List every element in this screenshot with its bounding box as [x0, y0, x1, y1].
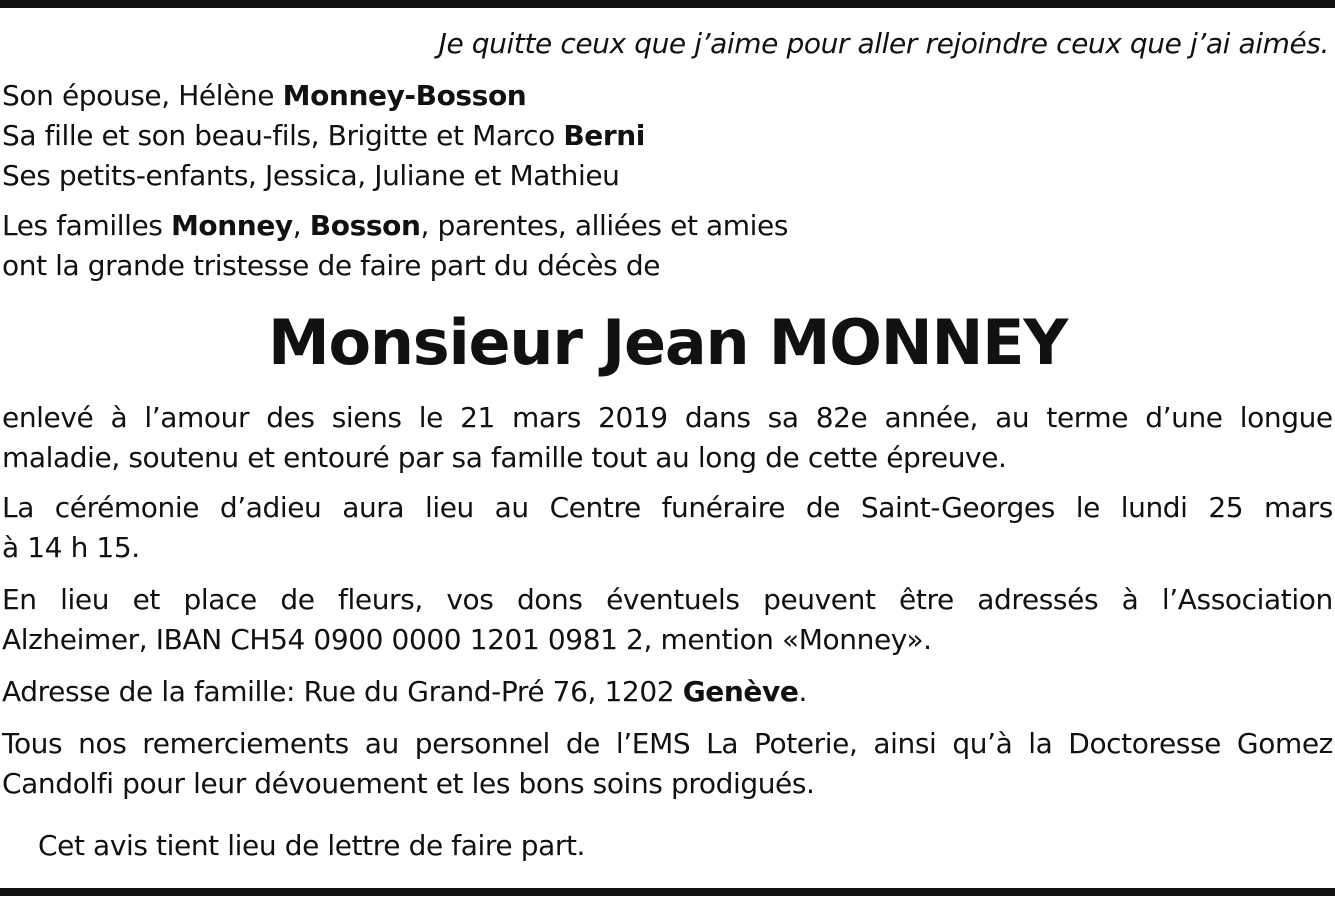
word: lundi — [1120, 491, 1188, 524]
word: année, — [884, 401, 979, 434]
word: Gomez — [1236, 727, 1333, 760]
word: dans — [684, 401, 751, 434]
wife-line — [2, 76, 526, 116]
word: 2019 — [598, 401, 668, 434]
families-prefix: Les familles — [2, 209, 171, 242]
word: nos — [78, 727, 127, 760]
word: siens — [331, 401, 402, 434]
daughter-line — [2, 116, 645, 156]
word: lieu — [60, 583, 110, 616]
word: terme — [1046, 401, 1129, 434]
address-suffix: . — [798, 675, 807, 708]
word: le — [418, 401, 443, 434]
word: personnel — [414, 727, 550, 760]
word: place — [183, 583, 257, 616]
death-line-2: maladie, soutenu et entouré par sa famille tout au long de cette épreuve. — [2, 441, 1007, 474]
word: la — [1028, 727, 1053, 760]
address-prefix: Adresse de la famille: Rue du Grand-Pré 76, 1202 — [2, 675, 683, 708]
address-city: Genève — [682, 675, 799, 708]
families-name-monney: Monney — [170, 209, 293, 242]
word: aura — [342, 491, 405, 524]
thanks-line-2: Candolfi pour leur dévouement et les bons soins prodigués. — [2, 767, 815, 800]
word: longue — [1239, 401, 1333, 434]
daughter-name: Berni — [563, 119, 646, 152]
word: de — [565, 727, 601, 760]
word: au — [364, 727, 399, 760]
word: vos — [446, 583, 494, 616]
word: des — [266, 401, 315, 434]
word: et — [132, 583, 160, 616]
word: à — [1121, 583, 1139, 616]
epigraph: Je quitte ceux que j’aime pour aller rejoindre ceux que j’ai aimés. — [438, 27, 1329, 60]
word: cérémonie — [54, 491, 200, 524]
word: dons — [516, 583, 583, 616]
word: remerciements — [142, 727, 349, 760]
wife-prefix: Son épouse, Hélène — [2, 79, 283, 112]
families-line — [2, 206, 788, 246]
word: La — [706, 727, 739, 760]
word: funéraire — [661, 491, 786, 524]
word: Saint-Georges — [860, 491, 1055, 524]
bottom-rule — [0, 888, 1335, 896]
word: être — [899, 583, 954, 616]
wife-name: Monney-Bosson — [282, 79, 527, 112]
word: qu’à — [952, 727, 1013, 760]
donation-line-2: Alzheimer, IBAN CH54 0900 0000 1201 0981 2, mention «Monney». — [2, 623, 932, 656]
word: l’Association — [1161, 583, 1333, 616]
address-line — [2, 672, 807, 712]
word: 21 — [460, 401, 495, 434]
donation-line-1 — [2, 580, 1333, 620]
word: lieu — [424, 491, 474, 524]
closing-line: Cet avis tient lieu de lettre de faire part. — [38, 829, 586, 862]
word: 25 — [1208, 491, 1244, 524]
word: l’amour — [144, 401, 250, 434]
families-suffix: , parentes, alliées et amies — [420, 209, 789, 242]
word: Centre — [549, 491, 641, 524]
word: éventuels — [606, 583, 740, 616]
word: mars — [1263, 491, 1333, 524]
word: adressés — [977, 583, 1099, 616]
announce-line: ont la grande tristesse de faire part du décès de — [2, 249, 661, 282]
word: l’EMS — [615, 727, 691, 760]
word: La — [2, 491, 34, 524]
word: au — [995, 401, 1030, 434]
families-name-bosson: Bosson — [309, 209, 421, 242]
word: au — [494, 491, 529, 524]
word: enlevé — [2, 401, 94, 434]
word: ainsi — [873, 727, 937, 760]
word: de — [280, 583, 315, 616]
ceremony-line-2: à 14 h 15. — [2, 531, 140, 564]
word: de — [805, 491, 841, 524]
thanks-line-1 — [2, 724, 1333, 764]
word: à — [110, 401, 128, 434]
word: Poterie, — [754, 727, 858, 760]
deceased-name: Monsieur Jean MONNEY — [267, 306, 1068, 379]
top-rule — [0, 0, 1335, 8]
word: Tous — [2, 727, 63, 760]
grandchildren-line: Ses petits-enfants, Jessica, Juliane et Mathieu — [2, 159, 620, 192]
families-sep: , — [292, 209, 310, 242]
word: 82e — [815, 401, 868, 434]
word: En — [2, 583, 37, 616]
word: mars — [512, 401, 581, 434]
word: Doctoresse — [1068, 727, 1222, 760]
death-line-1 — [2, 398, 1333, 438]
daughter-prefix: Sa fille et son beau-fils, Brigitte et Marco — [2, 119, 564, 152]
word: le — [1075, 491, 1100, 524]
word: d’une — [1145, 401, 1223, 434]
word: peuvent — [763, 583, 876, 616]
word: d’adieu — [219, 491, 322, 524]
word: fleurs, — [338, 583, 423, 616]
ceremony-line-1 — [2, 488, 1333, 528]
word: sa — [767, 401, 799, 434]
